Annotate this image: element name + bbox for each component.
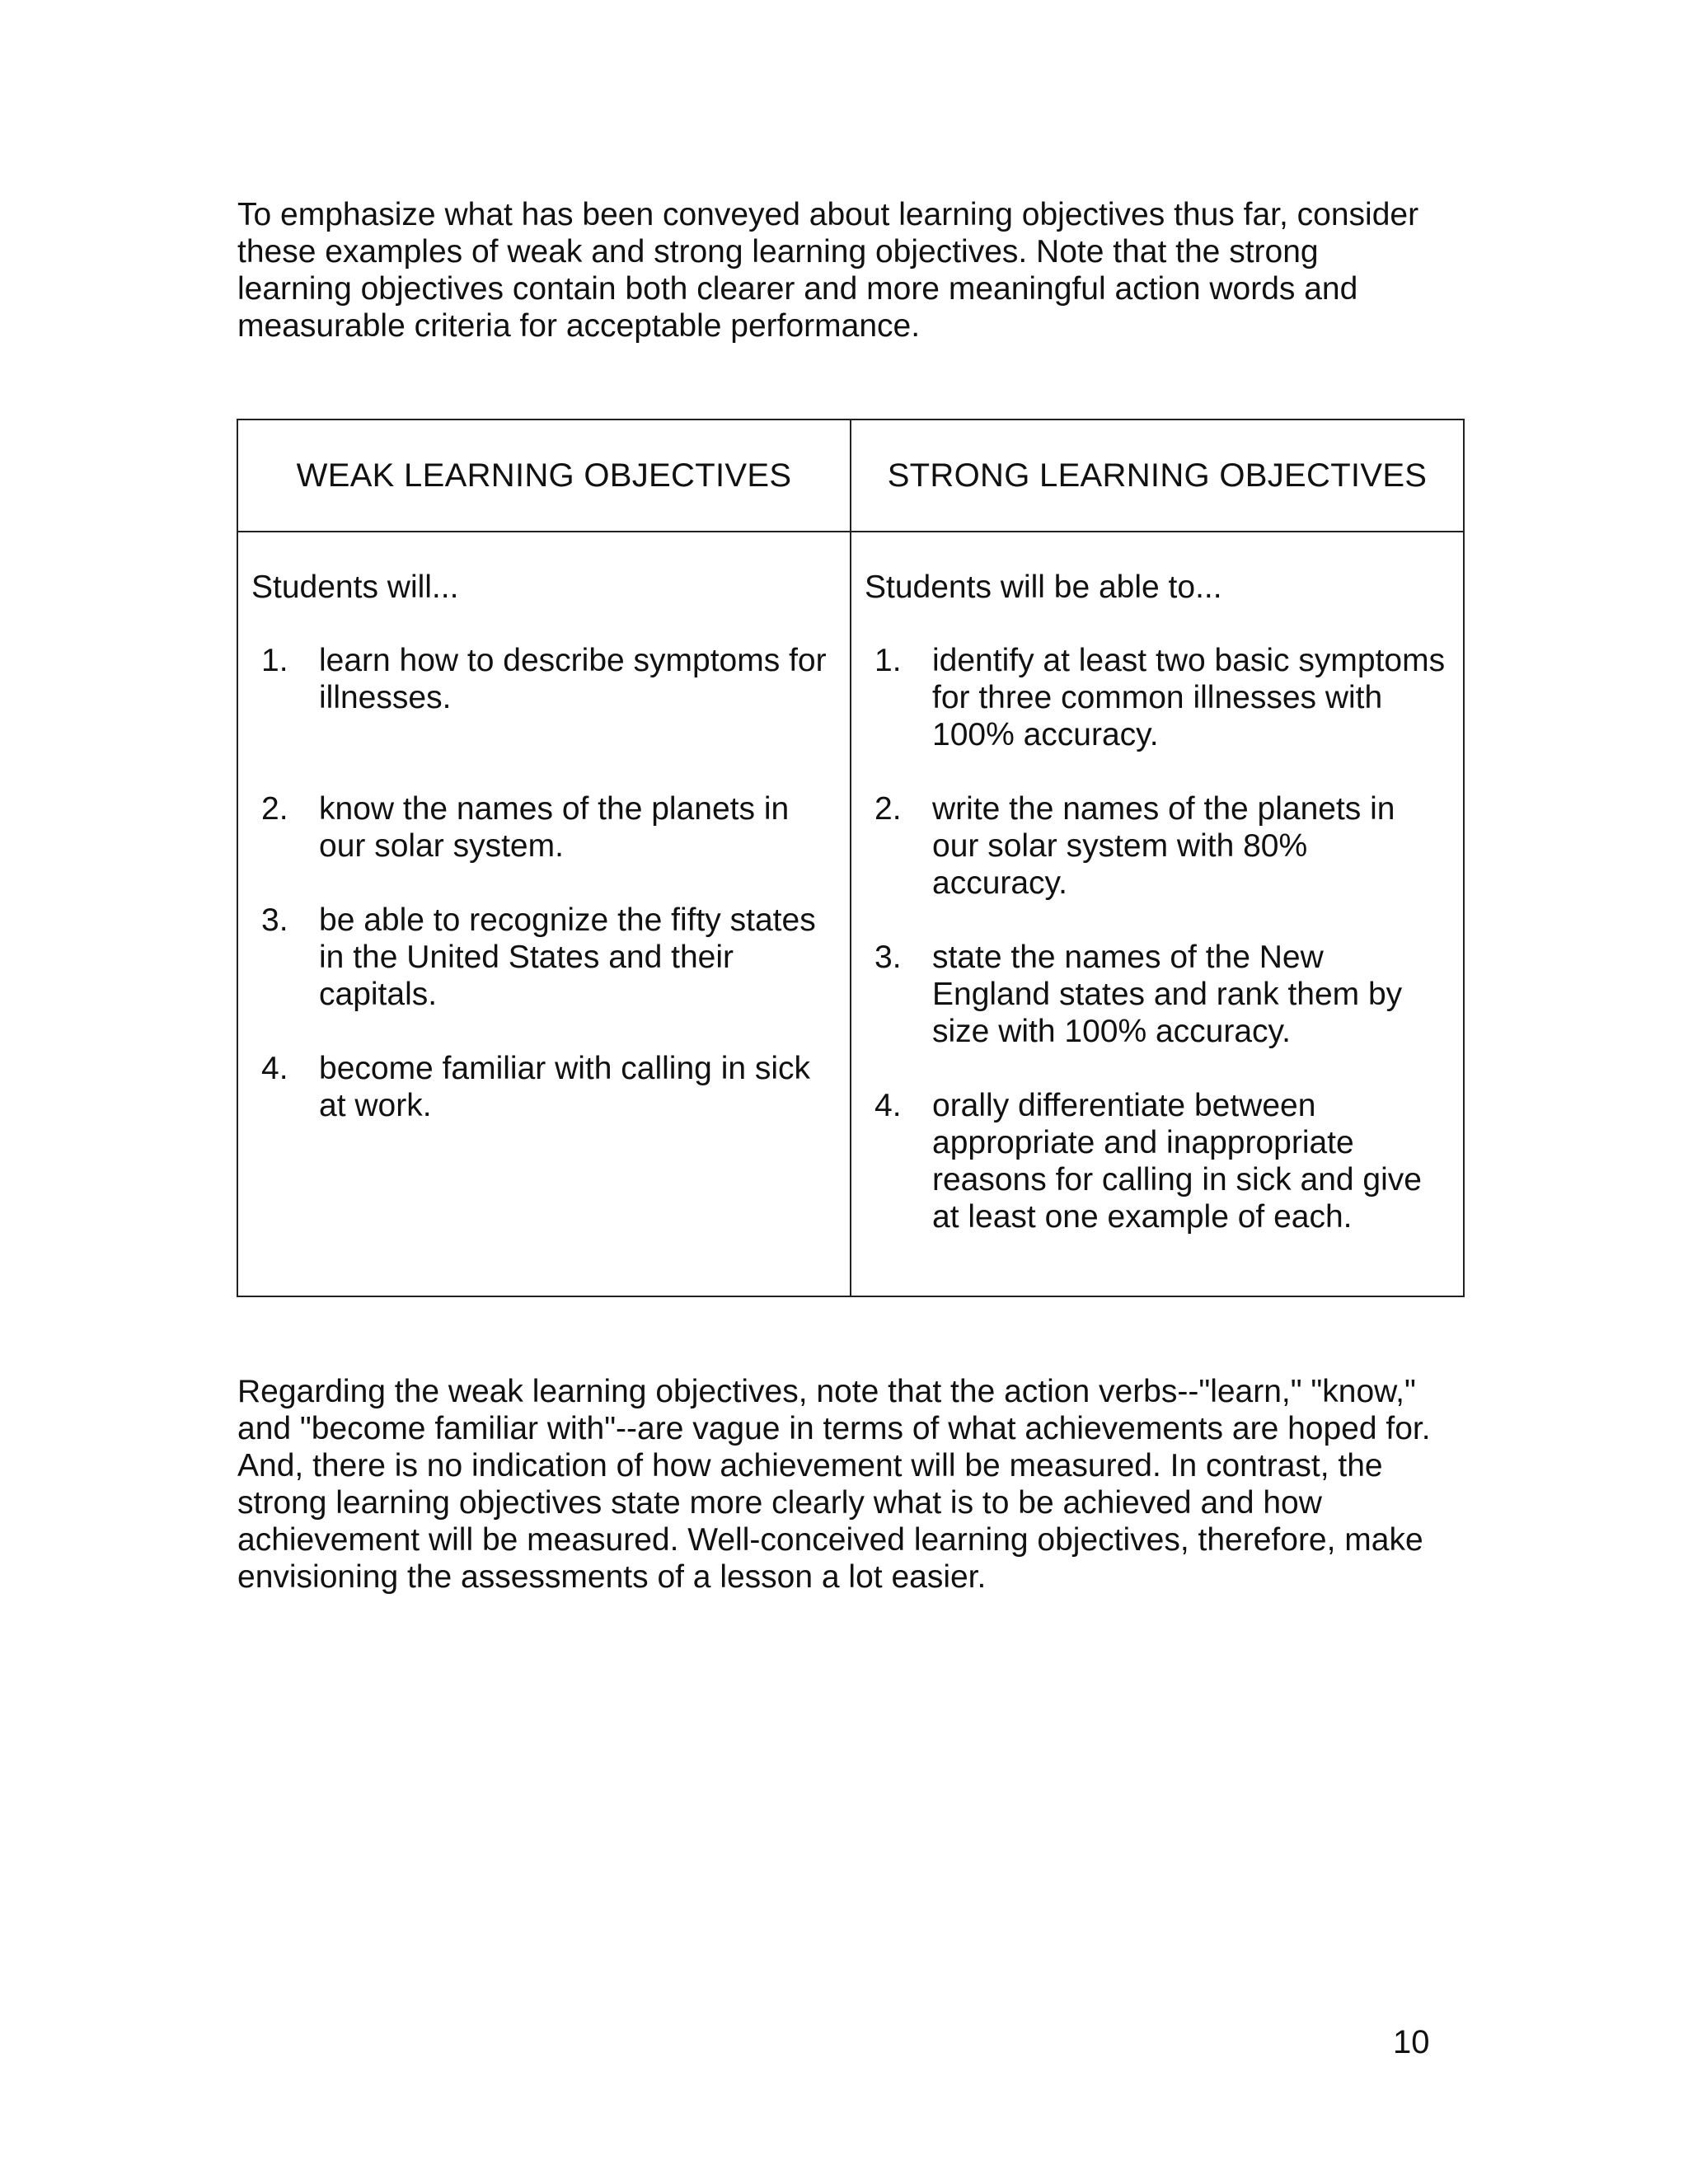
list-item [251, 642, 837, 716]
strong-objectives-list [865, 642, 1450, 1235]
item-text: learn how to describe symptoms for illnesses. [319, 643, 827, 715]
item-number: 1. [874, 643, 902, 678]
item-text: identify at least two basic symptoms for three common illnesses with 100% accuracy. [932, 643, 1446, 752]
item-number: 2. [261, 791, 288, 827]
item-number: 3. [261, 902, 288, 938]
weak-objectives-lead: Students will... [251, 569, 459, 605]
item-number: 3. [874, 940, 902, 975]
list-item [865, 939, 1450, 1050]
page-number: 10 [1393, 2024, 1430, 2060]
list-item [865, 1087, 1450, 1235]
list-item [251, 1050, 837, 1124]
item-number: 4. [874, 1088, 902, 1123]
table-header-row [237, 419, 1464, 532]
item-text: be able to recognize the fifty states in the United States and their capitals. [319, 902, 816, 1012]
weak-objectives-cell [237, 532, 851, 1296]
list-item [251, 790, 837, 865]
item-text: write the names of the planets in our solar system with 80% accuracy. [932, 791, 1395, 901]
intro-paragraph: To emphasize what has been conveyed about learning objectives thus far, consider these examples of weak and strong learning objectives. Note that the strong learning objectives contain both clearer and more meaningful action words and measurable criteria for acceptable performance. [237, 197, 1419, 344]
weak-objectives-header: WEAK LEARNING OBJECTIVES [237, 419, 851, 532]
objectives-table [237, 419, 1465, 1297]
list-item [865, 790, 1450, 902]
item-text: orally differentiate between appropriate and inappropriate reasons for calling in sick and give at least one example of each. [932, 1088, 1422, 1235]
item-number: 1. [261, 643, 288, 678]
strong-objectives-lead: Students will be able to... [865, 569, 1222, 605]
weak-objectives-list [251, 642, 837, 1124]
item-text: know the names of the planets in our solar system. [319, 791, 790, 864]
strong-objectives-header: STRONG LEARNING OBJECTIVES [851, 419, 1464, 532]
table-body-row [237, 532, 1464, 1296]
item-number: 2. [874, 791, 902, 827]
item-text: state the names of the New England states and rank them by size with 100% accuracy. [932, 940, 1403, 1049]
closing-paragraph: Regarding the weak learning objectives, note that the action verbs--"learn," "know," and "become familiar with"--are vague in terms of what achievements are hoped for. And, there is no indication of how achievement will be measured. In contrast, the strong learning objectives state more clearly what is to be achieved and how achievement will be measured. Well-conceived learning objectives, therefore, make envisioning the assessments of a lesson a lot easier. [237, 1374, 1431, 1595]
item-number: 4. [261, 1051, 288, 1086]
list-item [251, 902, 837, 1013]
list-item [865, 642, 1450, 753]
strong-objectives-cell [851, 532, 1464, 1296]
item-text: become familiar with calling in sick at work. [319, 1051, 811, 1123]
